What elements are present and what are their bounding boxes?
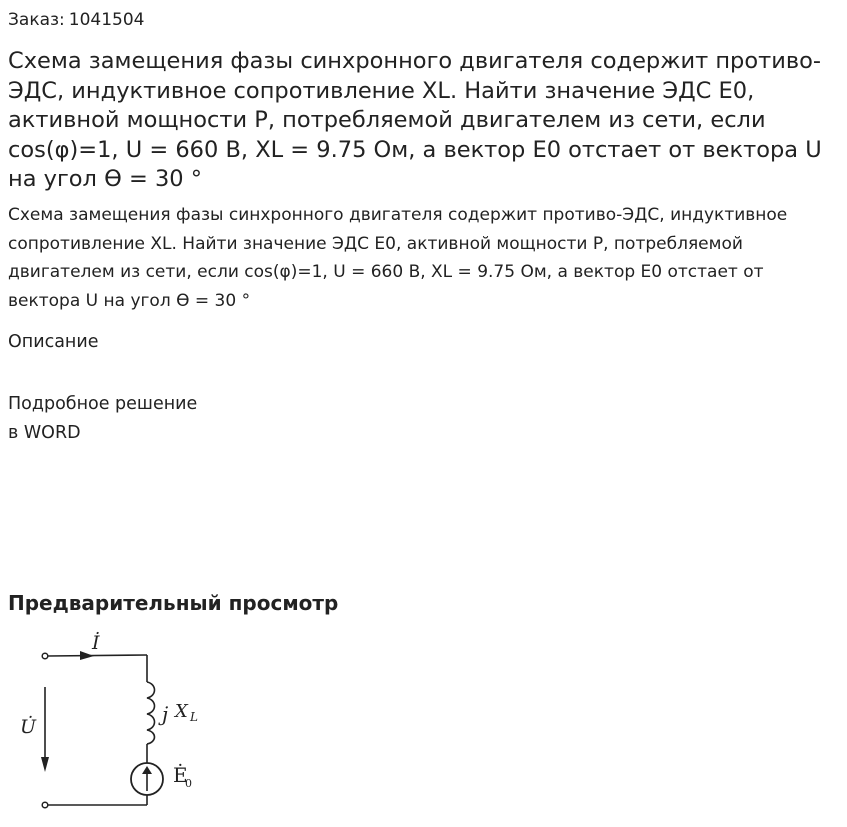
- reactance-j-label: j: [162, 702, 169, 726]
- reactance-sub-label: L: [190, 710, 198, 724]
- inductor-coil: [147, 682, 155, 744]
- page-title: Схема замещения фазы синхронного двигателя содержит противо-ЭДС, индуктивное сопротивление XL. Найти значение ЭДС E0, активной мощности P, потребляемой двигателем из сети, если cos(φ)=1, U = 660 В, XL = 9.75 Ом, а вектор E0 отстает от вектора U на угол Ө = 30 °: [8, 48, 822, 192]
- circuit-diagram-preview: [8, 625, 238, 825]
- reactance-x-label: X: [175, 701, 188, 722]
- order-label: Заказ:: [8, 10, 65, 30]
- order-number: 1041504: [68, 10, 145, 30]
- bottom-terminal: [42, 802, 48, 808]
- voltage-label: U̇: [20, 716, 37, 738]
- emf-sub-label: 0: [185, 777, 192, 790]
- top-wire: [48, 655, 147, 656]
- task-text: Схема замещения фазы синхронного двигателя содержит противо-ЭДС, индуктивное сопротивление XL. Найти значение ЭДС E0, активной мощности P, потребляемой двигателем из сети, если cos(φ)=1, U = 660 В, XL = 9.75 Ом, а вектор E0 отстает от вектора U на угол Ө = 30 °: [8, 205, 788, 311]
- order-line: [8, 9, 145, 31]
- top-terminal: [42, 653, 48, 659]
- description-line-2: в WORD: [8, 423, 81, 443]
- voltage-arrow-icon: [41, 757, 49, 772]
- current-label: İ: [92, 632, 100, 654]
- description-heading: Описание: [8, 332, 99, 352]
- emf-label: Ė: [173, 763, 188, 787]
- description-line-1: Подробное решение: [8, 394, 198, 414]
- preview-heading: Предварительный просмотр: [8, 591, 339, 615]
